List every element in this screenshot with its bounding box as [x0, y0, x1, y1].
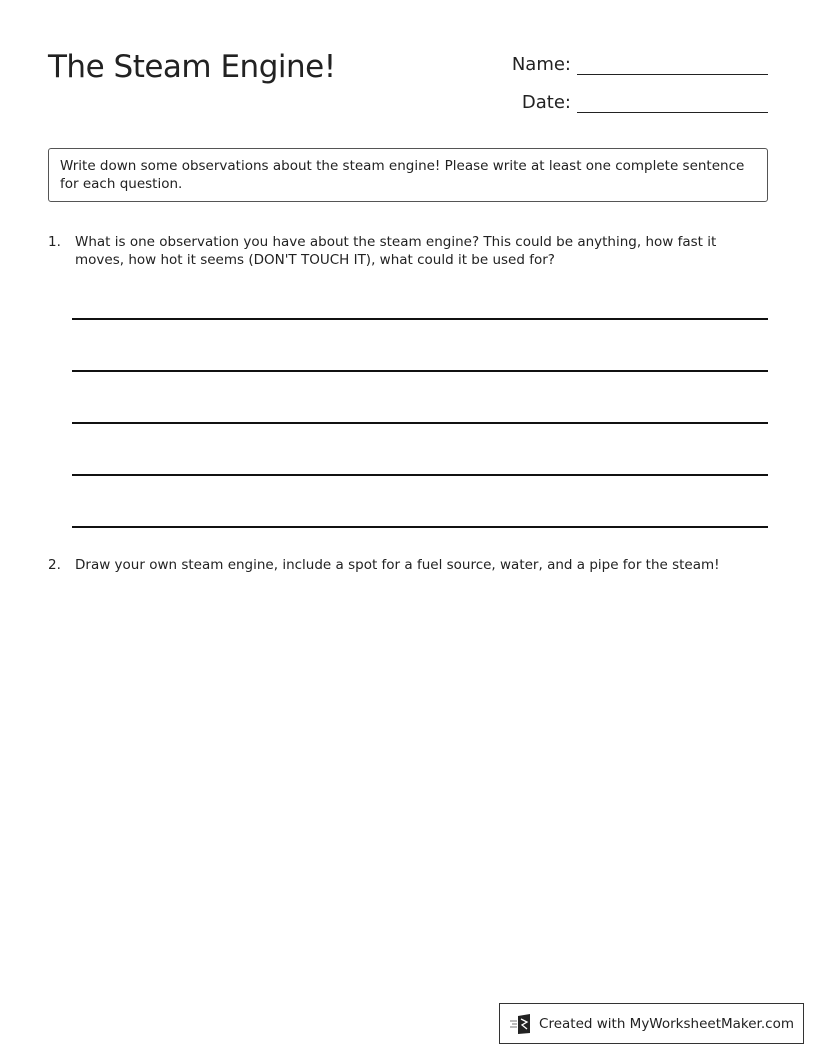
question-number: 2. — [48, 557, 61, 573]
name-line[interactable] — [577, 54, 768, 75]
date-field[interactable] — [522, 92, 768, 113]
question-text: What is one observation you have about the steam engine? This could be anything, how fast it moves, how hot it seems (DON'T TOUCH IT), what could it be used for? — [75, 234, 717, 268]
question-text: Draw your own steam engine, include a spot for a fuel source, water, and a pipe for the steam! — [75, 557, 720, 573]
question-1 — [48, 233, 768, 269]
instructions-box: Write down some observations about the steam engine! Please write at least one complete sentence for each question. — [48, 148, 768, 202]
date-label: Date: — [521, 92, 571, 113]
answer-line[interactable] — [72, 474, 768, 476]
name-field[interactable] — [512, 54, 768, 75]
answer-line[interactable] — [72, 318, 768, 320]
footer-text: Created with MyWorksheetMaker.com — [539, 1015, 794, 1032]
question-2 — [48, 556, 768, 574]
footer-badge[interactable] — [499, 1003, 804, 1044]
answer-line[interactable] — [72, 422, 768, 424]
worksheet-maker-logo-icon — [509, 1013, 533, 1035]
answer-line[interactable] — [72, 370, 768, 372]
page-title: The Steam Engine! — [48, 49, 336, 85]
name-label: Name: — [511, 54, 571, 75]
date-line[interactable] — [577, 92, 768, 113]
question-number: 1. — [48, 234, 61, 250]
answer-line[interactable] — [72, 526, 768, 528]
